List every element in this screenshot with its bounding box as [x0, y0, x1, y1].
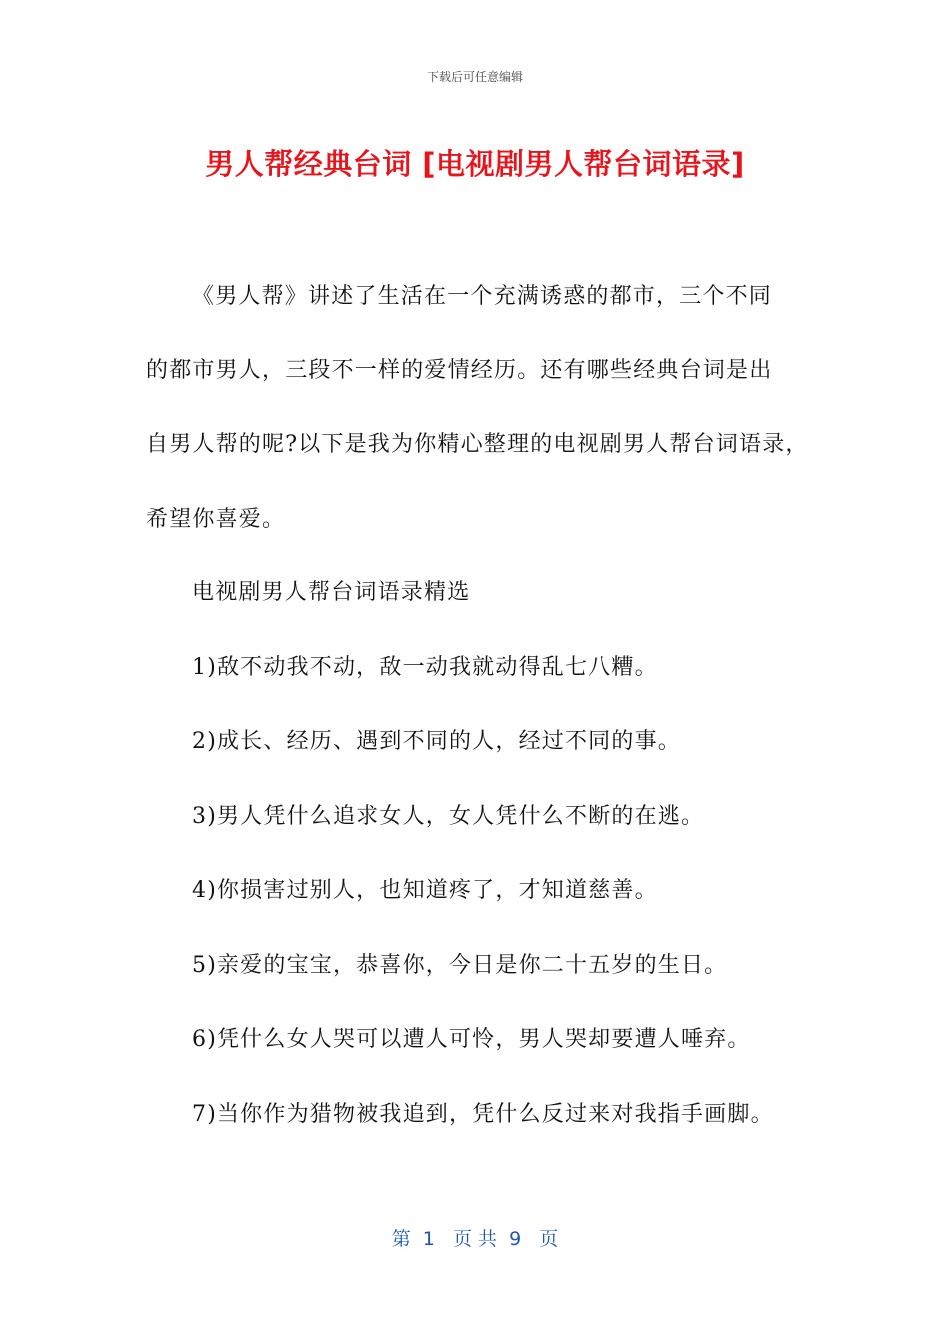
intro-line-1: 《男人帮》讲述了生活在一个充满诱惑的都市，三个不同: [192, 284, 773, 309]
header-note: 下载后可任意编辑: [426, 70, 523, 84]
quote-item-4: 4)你损害过别人，也知道疼了，才知道慈善。: [192, 878, 658, 903]
quote-item-1: 1)敌不动我不动，敌一动我就动得乱七八糟。: [192, 655, 658, 680]
quote-item-6: 6)凭什么女人哭可以遭人可怜，男人哭却要遭人唾弃。: [192, 1027, 751, 1052]
intro-line-4: 希望你喜爱。: [146, 507, 286, 532]
quote-item-3: 3)男人凭什么追求女人，女人凭什么不断的在逃。: [192, 804, 705, 829]
intro-line-3: 自男人帮的呢?以下是我为你精心整理的电视剧男人帮台词语录，: [146, 432, 809, 457]
quote-item-7: 7)当你作为猎物被我追到，凭什么反过来对我指手画脚。: [192, 1102, 774, 1127]
document-title: 男人帮经典台词 [电视剧男人帮台词语录]: [205, 147, 745, 181]
quote-item-5: 5)亲爱的宝宝，恭喜你，今日是你二十五岁的生日。: [192, 953, 728, 978]
section-heading: 电视剧男人帮台词语录精选: [192, 580, 471, 605]
quote-item-2: 2)成长、经历、遇到不同的人，经过不同的事。: [192, 729, 681, 754]
intro-line-2: 的都市男人，三段不一样的爱情经历。还有哪些经典台词是出: [146, 358, 773, 383]
page-number-footer: 第 1 页 共 9 页: [391, 1228, 559, 1250]
